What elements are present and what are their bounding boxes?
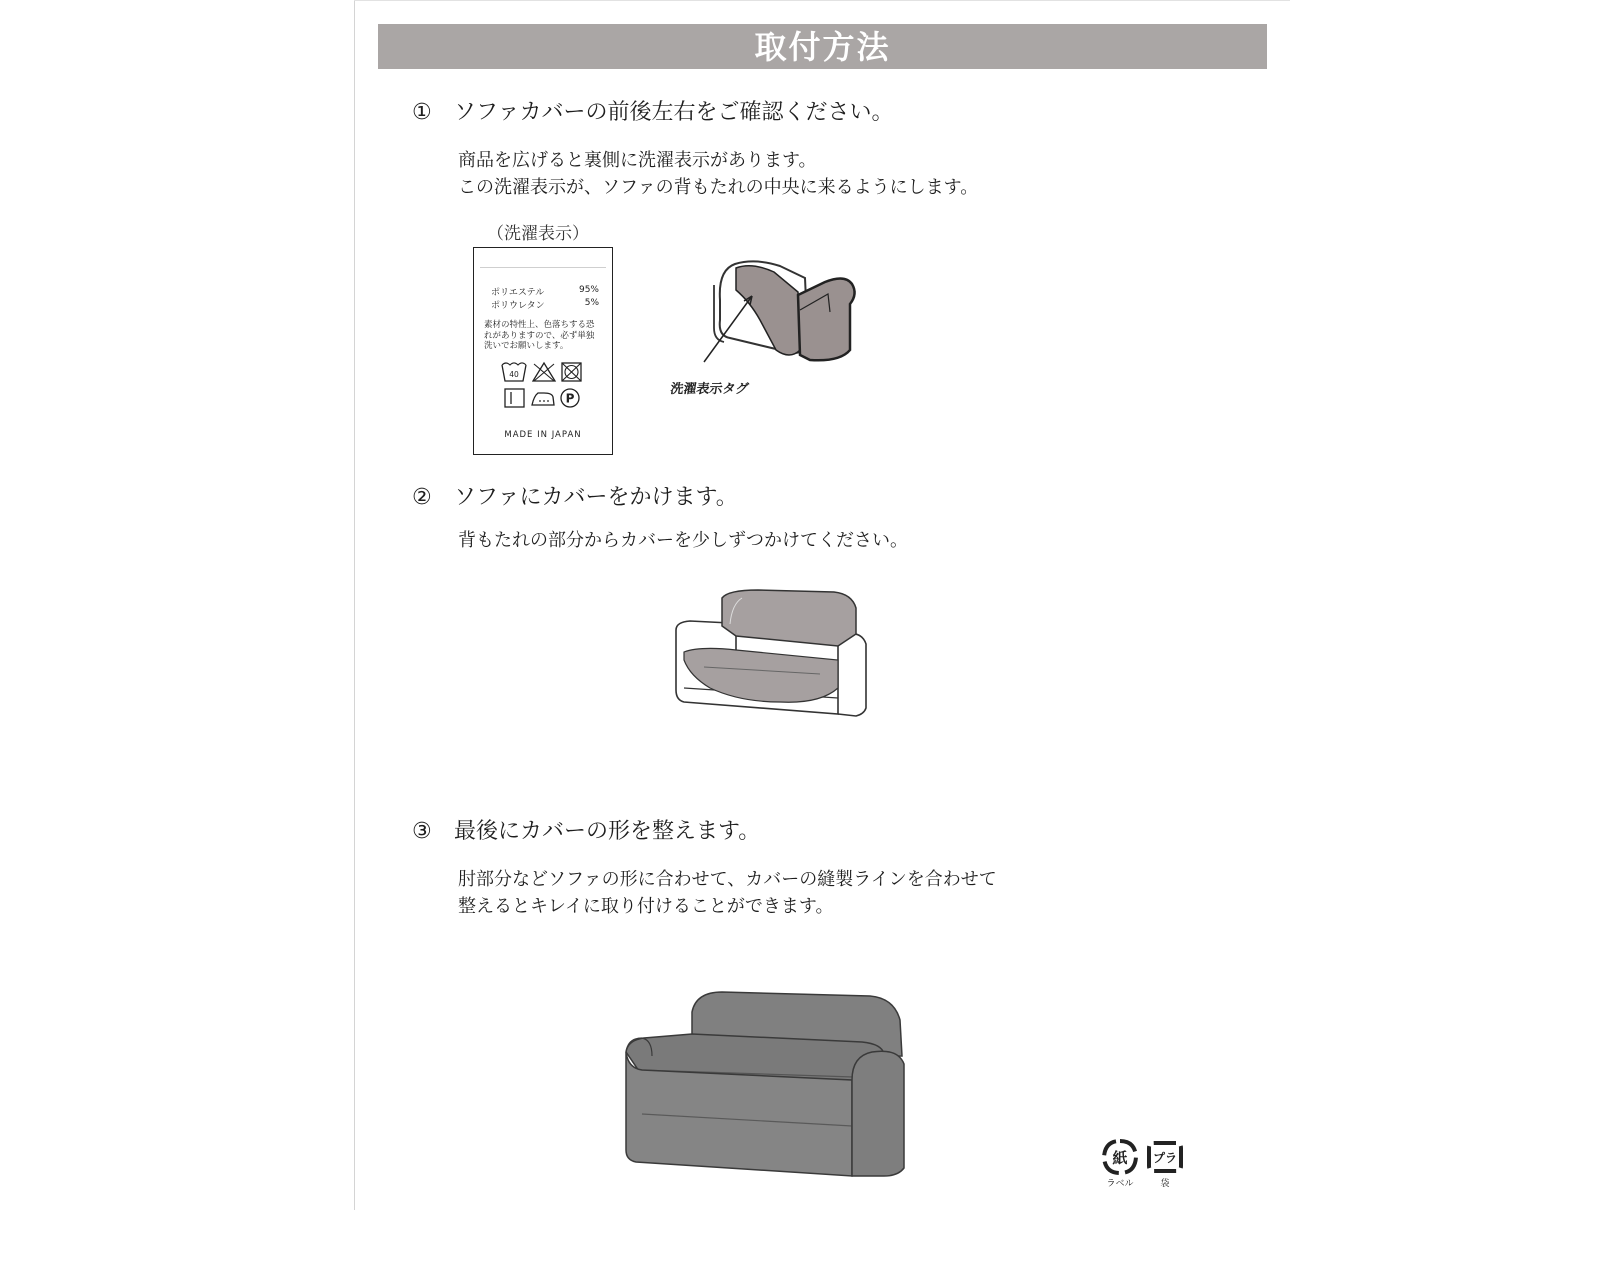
wash-temperature: 40 <box>509 370 519 379</box>
paper-mark-text: 紙 <box>1112 1149 1128 1167</box>
tag-callout-label: 洗濯表示タグ <box>669 382 750 397</box>
plastic-recycle-icon <box>1146 1138 1184 1176</box>
sofa-cover-fitting-illustration <box>670 590 875 735</box>
care-tag-row <box>491 285 599 298</box>
svg-text:P: P <box>565 391 575 406</box>
wash-tub-icon <box>502 363 526 381</box>
care-tag-percent: 5% <box>584 298 599 308</box>
paper-mark-label: ラベル <box>1106 1179 1134 1189</box>
step-2-line-1: 背もたれの部分からカバーを少しずつかけてください。 <box>458 530 908 551</box>
care-tag-material: ポリウレタン <box>491 301 545 311</box>
step-3-line-2: 整えるとキレイに取り付けることができます。 <box>458 896 834 917</box>
care-tag-material: ポリエステル <box>491 288 545 298</box>
step-1-description <box>458 147 978 201</box>
line-dry-icon <box>505 389 524 407</box>
page-top-line <box>354 0 1290 1</box>
step-1-line-2: この洗濯表示が、ソファの背もたれの中央に来るようにします。 <box>458 177 979 198</box>
care-tag-row <box>491 298 599 311</box>
page-title: 取付方法 <box>378 24 1267 69</box>
care-symbols-row-1 <box>500 359 588 385</box>
paper-recycle-mark <box>1100 1138 1140 1190</box>
care-tag <box>473 247 613 455</box>
care-symbols-row-2 <box>500 385 588 411</box>
covered-sofa-illustration <box>622 990 922 1180</box>
page-edge-line <box>354 0 355 1210</box>
plastic-recycle-mark <box>1145 1138 1185 1190</box>
no-bleach-icon <box>533 363 555 381</box>
step-1-line-1: 商品を広げると裏側に洗濯表示があります。 <box>458 150 817 171</box>
paper-recycle-icon <box>1101 1138 1139 1176</box>
step-1-heading <box>412 95 894 126</box>
care-tag-made-in: MADE IN JAPAN <box>504 430 582 440</box>
plastic-mark-label: 袋 <box>1160 1179 1170 1189</box>
step-3-title: 最後にカバーの形を整えます。 <box>454 819 761 844</box>
step-2-heading <box>412 480 738 511</box>
step-1-title: ソファカバーの前後左右をご確認ください。 <box>454 100 894 125</box>
plastic-mark-text: プラ <box>1152 1151 1178 1165</box>
care-tag-seam <box>480 267 606 268</box>
step-3-number: ③ <box>412 819 432 844</box>
step-3-description <box>458 866 997 920</box>
care-tag-caption: （洗濯表示） <box>487 224 589 244</box>
dry-clean-p-icon <box>561 389 579 407</box>
care-tag-percent: 95% <box>578 285 599 295</box>
cover-tag-location-illustration <box>669 250 890 410</box>
step-1-number: ① <box>412 100 432 125</box>
care-tag-note: 素材の特性上、色落ちする恐れがありますので、必ず単独洗いでお願いします。 <box>484 320 595 351</box>
iron-icon <box>532 393 554 405</box>
step-2-number: ② <box>412 485 432 510</box>
step-3-line-1: 肘部分などソファの形に合わせて、カバーの縫製ラインを合わせて <box>458 869 997 890</box>
step-2-title: ソファにカバーをかけます。 <box>454 485 738 510</box>
no-tumble-dry-icon <box>562 363 581 381</box>
step-2-description <box>458 527 908 554</box>
step-3-heading <box>412 814 760 845</box>
